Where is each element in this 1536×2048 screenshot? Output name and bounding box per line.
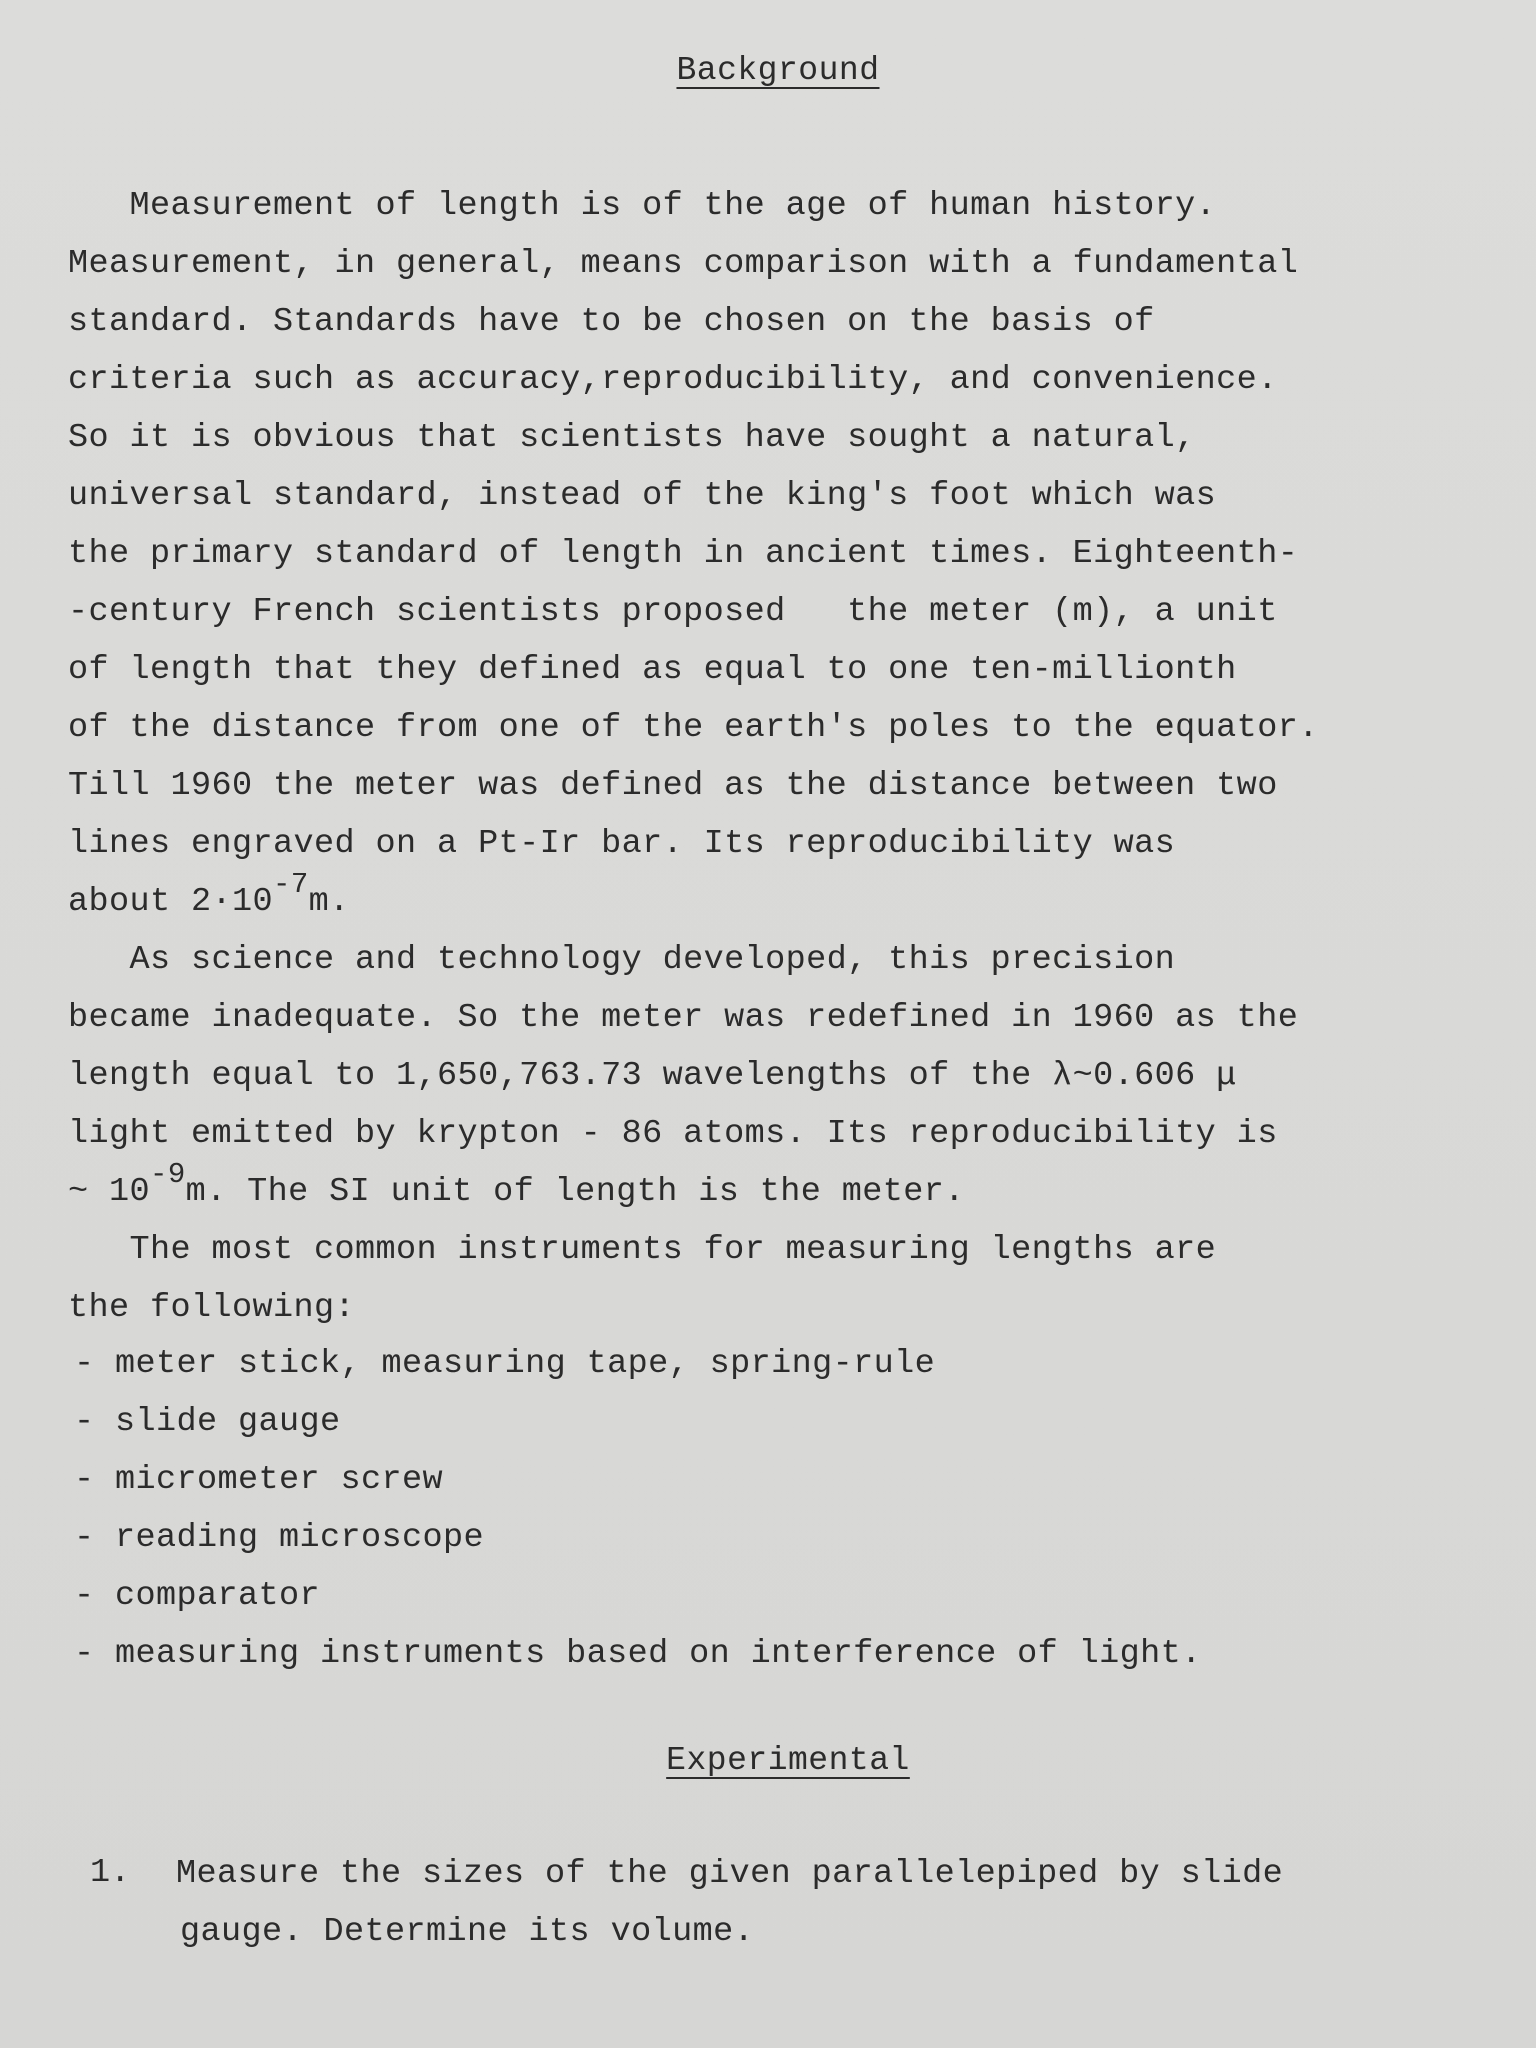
text-line-with-exponent [68,868,350,923]
text-line: length equal to 1,650,763.73 wavelengths of the λ~0.606 μ [68,1057,1237,1095]
text-line: criteria such as accuracy,reproducibility, and convenience. [68,361,1278,399]
text-line: became inadequate. So the meter was redefined in 1960 as the [68,999,1299,1037]
text-line: the following: [68,1289,356,1327]
text-fragment: about 2·10 [68,883,274,921]
text-line: standard. Standards have to be chosen on the basis of [68,303,1155,341]
text-fragment: m. The SI unit of length is the meter. [185,1173,965,1211]
text-line: light emitted by krypton - 86 atoms. Its reproducibility is [68,1115,1278,1153]
list-item: - comparator [74,1577,321,1615]
text-line: of the distance from one of the earth's poles to the equator. [68,709,1319,747]
background-heading: Background [676,52,880,89]
item-number: 1. [90,1854,131,1892]
text-line: Till 1960 the meter was defined as the distance between two [68,767,1278,805]
text-fragment: m. [308,883,350,921]
superscript-exponent: -7 [273,868,309,901]
text-line: of length that they defined as equal to one ten-millionth [68,651,1237,689]
text-line: universal standard, instead of the king's foot which was [68,477,1217,515]
list-item: - micrometer screw [74,1461,444,1499]
list-item: - reading microscope [74,1519,485,1557]
text-line: The most common instruments for measuring lengths are [68,1231,1217,1269]
text-line: Measure the sizes of the given parallelepiped by slide [176,1855,1284,1893]
list-item: - measuring instruments based on interference of light. [74,1635,1202,1673]
list-item: - meter stick, measuring tape, spring-rule [74,1345,936,1383]
text-line: gauge. Determine its volume. [180,1913,755,1951]
text-line: Measurement of length is of the age of human history. [68,187,1217,225]
text-line: So it is obvious that scientists have sought a natural, [68,419,1196,457]
text-line: the primary standard of length in ancient times. Eighteenth- [68,535,1299,573]
text-line: Measurement, in general, means comparison with a fundamental [68,245,1299,283]
text-line: -century French scientists proposed the meter (m), a unit [68,593,1278,631]
list-item: - slide gauge [74,1403,341,1441]
superscript-exponent: -9 [150,1158,186,1191]
text-line: As science and technology developed, this precision [68,941,1176,979]
experimental-heading: Experimental [666,1742,910,1779]
text-fragment: ~ 10 [68,1173,151,1211]
text-line-with-exponent [68,1158,965,1213]
text-line: lines engraved on a Pt-Ir bar. Its reproducibility was [68,825,1176,863]
